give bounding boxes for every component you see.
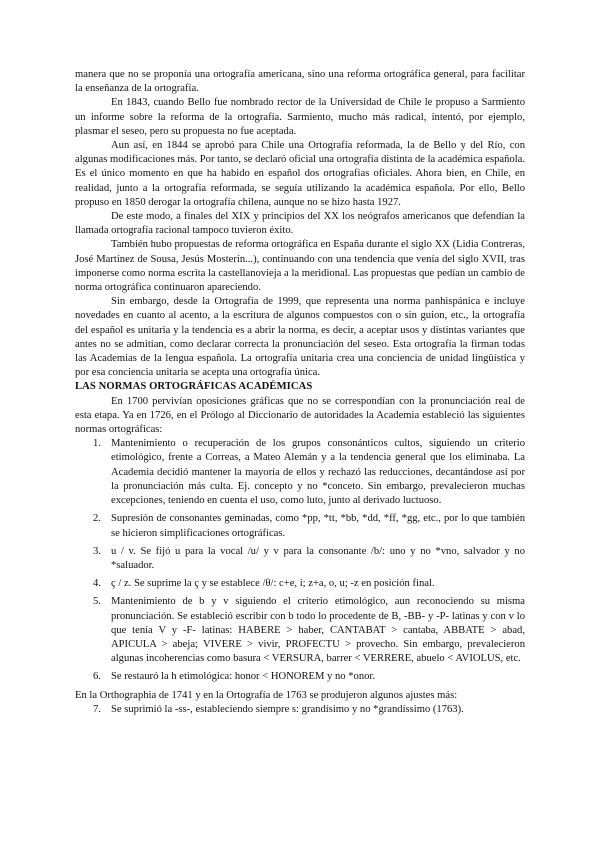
list-number: 6. <box>93 671 101 683</box>
list-number: 1. <box>93 438 101 450</box>
list-item-text: u / v. Se fijó u para la vocal /u/ y v para la consonante /b/: uno y no *vno, salvador y no *saluador. <box>111 545 525 571</box>
list-item <box>75 577 525 591</box>
list-item <box>75 670 525 684</box>
list-item-text: Mantenimiento de b y v siguiendo el criterio etimológico, aun reconociendo su misma pronunciación. Se estableció escribir con b todo lo procedente de B, -BB- y -P- latinas y con v lo que tenía V y -F- latinas: HABERE > haber, CANTABAT > cantaba, ABBATE > abad, APICULA > abeja; VIVERE > vivir, PROFECTU > provecho. Sin embargo, prevalecieron algunas incoherencias como basura < VERSURA, barrer < VERRERE, abuelo < AVIOLUS, etc. <box>111 596 525 665</box>
paragraph: De este modo, a finales del XIX y principios del XX los neógrafos americanos que defendían la llamada ortografía racional tampoco tuvieron éxito. <box>75 211 525 237</box>
outro-paragraph: En la Orthographia de 1741 y en la Ortografía de 1763 se produjeron algunos ajustes más: <box>75 689 458 701</box>
rules-list <box>75 437 525 684</box>
list-item-text: Supresión de consonantes geminadas, como *pp, *tt, *bb, *dd, *ff, *gg, etc., por lo que también se hicieron simplificaciones ortográficas. <box>111 513 525 539</box>
paragraph: En 1843, cuando Bello fue nombrado rector de la Universidad de Chile le propuso a Sarmiento un informe sobre la reforma de la ortografía. Sarmiento, mucho más radical, intentó, por ejemplo, plasmar el seseo, pero su propuesta no fue aceptada. <box>75 97 525 137</box>
list-number: 3. <box>93 545 101 557</box>
list-item-text: Se suprimió la -ss-, estableciendo siempre s: grandísimo y no *grandíssimo (1763). <box>111 703 464 715</box>
paragraph: También hubo propuestas de reforma ortográfica en España durante el siglo XX (Lidia Contreras, José Martínez de Sousa, Jesús Mosterín...), continuando con una tendencia que venía del siglo XVII, tras imponerse como norma escrita la castellanovieja a la meridional. Las propuestas que pedían un cambio de norma ortográfica continuaron apareciendo. <box>75 239 525 294</box>
list-number: 4. <box>93 578 101 590</box>
list-item <box>75 595 525 666</box>
document-page <box>75 68 525 719</box>
paragraph: Sin embargo, desde la Ortografía de 1999, que representa una norma panhispánica e incluye novedades en cuanto al acento, a la escritura de algunos compuestos con o sin guion, etc., la ortografía del español es unitaria y la tendencia es a abrir la norma, es decir, a aceptar usos y distintas variantes que antes no se admitían, como declarar correcta la pronunciación del seseo. Esta ortografía la firman todas las Academias de la lengua española. La ortografía unitaria crea una conciencia de unidad lingüística y por esa conciencia unitaria se acepta una ortografía única. <box>75 296 525 379</box>
section-heading: LAS NORMAS ORTOGRÁFICAS ACADÉMICAS <box>75 381 313 393</box>
list-item-text: ç / z. Se suprime la ç y se establece /θ/: c+e, i; z+a, o, u; -z en posición final. <box>111 578 435 590</box>
list-item-text: Mantenimiento o recuperación de los grupos consonánticos cultos, siguiendo un criterio etimológico, frente a Correas, a Mateo Alemán y a la tendencia general que los eliminaba. La Academia decidió mantener la mayoría de ellos y rechazó las reducciones, decantándose así por la pronunciación más culta. Ej. concepto y no *conceto. Sin embargo, prevalecieron muchas excepciones, teniendo en cuenta el uso, como luto, junto al derivado luctuoso. <box>111 438 525 507</box>
list-item <box>75 437 525 508</box>
list-item-text: Se restauró la h etimológica: honor < HONOREM y no *onor. <box>111 671 376 683</box>
adjustments-list <box>75 703 525 717</box>
list-item <box>75 545 525 573</box>
list-number: 7. <box>93 703 101 715</box>
intro-paragraph: En 1700 pervivían oposiciones gráficas que no se correspondían con la pronunciación real de esta etapa. Ya en 1726, en el Prólogo al Diccionario de autoridades la Academia estableció las siguientes normas ortográficas: <box>75 395 525 436</box>
list-number: 5. <box>93 596 101 608</box>
list-number: 2. <box>93 513 101 525</box>
paragraph: manera que no se proponía una ortografía americana, sino una reforma ortográfica general, para facilitar la enseñanza de la ortografía. <box>75 69 525 95</box>
list-item <box>75 703 525 717</box>
paragraph: Aun así, en 1844 se aprobó para Chile una Ortografía reformada, la de Bello y del Río, con algunas modificaciones más. Por tanto, se declaró oficial una ortografía distinta de la académica española. Es el único momento en que ha habido en español dos ortografías oficiales. Ahora bien, en Chile, en realidad, junto a la ortografía reformada, se seguía utilizando la académica española. Por ello, Bello propuso en 1850 derogar la ortografía chilena, aunque no se hizo hasta 1927. <box>75 140 525 208</box>
list-item <box>75 512 525 540</box>
